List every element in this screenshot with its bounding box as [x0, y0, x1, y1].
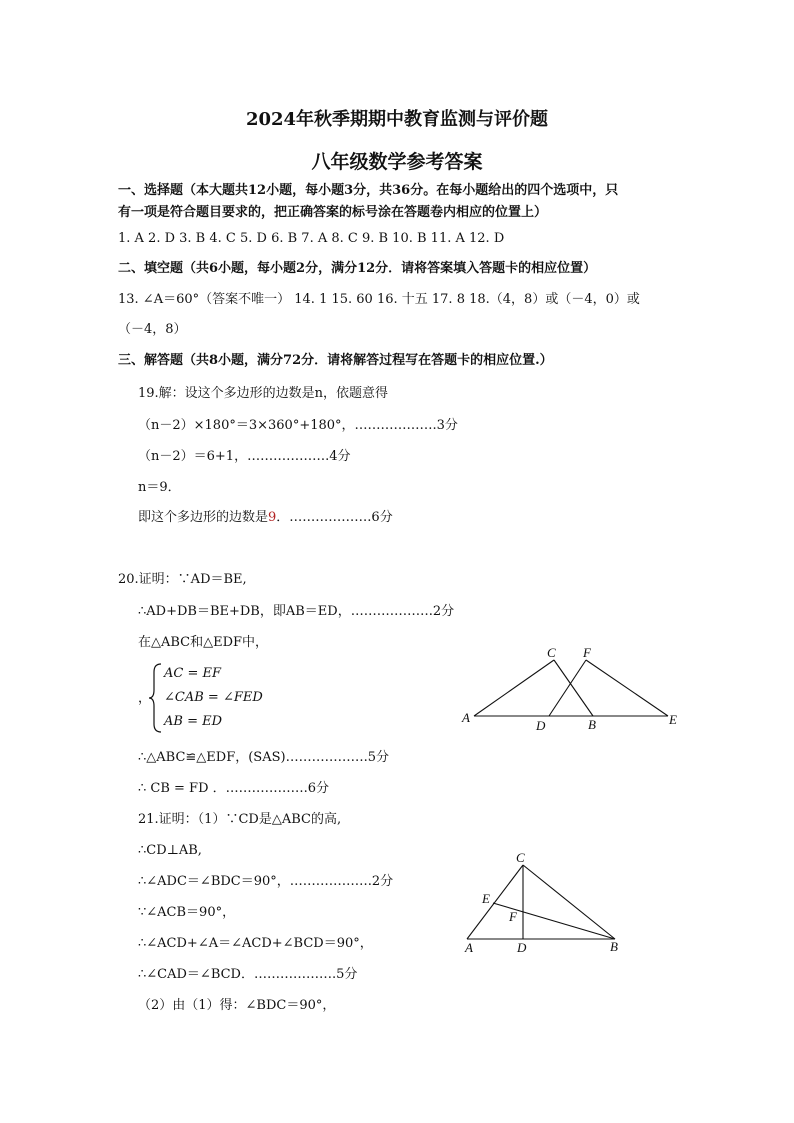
figure-triangles-abc-edf: [455, 640, 690, 735]
q20-line5: ∴ CB = FD ．……………….6分: [138, 781, 330, 796]
point-label-e: E: [482, 891, 490, 906]
q19-answer-value: 9: [268, 510, 277, 525]
section1-answers: 1. A 2. D 3. B 4. C 5. D 6. B 7. A 8. C 9. B 10. B 11. A 12. D: [118, 231, 505, 246]
q20-line3: 在△ABC和△EDF中，: [138, 635, 269, 650]
figure-right-triangle-abc: [455, 848, 635, 958]
q20-brace-prefix: ，: [138, 691, 152, 706]
point-label-a: A: [462, 710, 470, 725]
section2-answers-line1: 13. ∠A＝60°（答案不唯一） 14. 1 15. 60 16. 十五 17. 8 18.（4，8）或（－4，0）或: [118, 292, 640, 307]
q20-condition-1: AC = EF: [164, 666, 222, 681]
q19-line5: [138, 510, 393, 526]
segment-cb: [554, 660, 593, 716]
point-label-c: C: [516, 850, 525, 865]
section1-heading-line2: 有一项是符合题目要求的，把正确答案的标号涂在答题卷内相应的位置上）: [118, 205, 548, 220]
segment-cb: [523, 865, 615, 939]
page-title: 2024年秋季期期中教育监测与评价题: [245, 109, 549, 130]
q20-condition-2: ∠CAB = ∠FED: [164, 690, 263, 705]
q19-line3: （n－2）＝6+1，……………….4分: [138, 449, 351, 464]
section2-heading: 二、填空题（共6小题，每小题2分，满分12分．请将答案填入答题卡的相应位置）: [118, 261, 597, 276]
point-label-d: D: [536, 718, 546, 733]
point-label-e: E: [669, 712, 677, 727]
point-label-a: A: [465, 940, 473, 955]
segment-ac: [467, 865, 523, 939]
point-label-b: B: [588, 717, 596, 732]
point-label-b: B: [610, 939, 618, 954]
q21-line6: ∴∠CAD＝∠BCD．……………….5分: [138, 967, 358, 982]
point-label-d: D: [517, 940, 527, 955]
q21-line7: （2）由（1）得：∠BDC＝90°，: [138, 998, 336, 1013]
q21-line5: ∴∠ACD+∠A＝∠ACD+∠BCD＝90°，: [138, 936, 373, 951]
q20-line1: 20.证明：∵AD＝BE,: [118, 572, 247, 587]
segment-fe: [586, 660, 668, 716]
section3-heading: 三、解答题（共8小题，满分72分．请将解答过程写在答题卡的相应位置.）: [118, 353, 553, 368]
point-label-f: F: [509, 909, 517, 924]
q20-line2: ∴AD+DB＝BE+DB，即AB＝ED，……………….2分: [138, 604, 455, 619]
q20-condition-3: AB = ED: [164, 714, 223, 729]
q21-line1: 21.证明：（1）∵CD是△ABC的高,: [138, 812, 342, 827]
q19-line5-prefix: 即这个多边形的边数是: [138, 510, 269, 525]
section2-answers-line2: （－4，8）: [118, 322, 187, 337]
page-subtitle: 八年级数学参考答案: [311, 151, 483, 173]
q21-line4: ∵∠ACB＝90°，: [138, 905, 236, 920]
segment-df: [549, 660, 586, 716]
q21-line3: ∴∠ADC＝∠BDC＝90°，……………….2分: [138, 874, 394, 889]
segment-ac: [474, 660, 554, 716]
system-brace: [148, 662, 164, 734]
q20-line4: ∴△ABC≌△EDF，(SAS)……………….5分: [138, 750, 389, 765]
q19-line4: n＝9．: [138, 480, 181, 495]
section1-heading-line1: 一、选择题（本大题共12小题，每小题3分，共36分。在每小题给出的四个选项中，只: [118, 183, 619, 198]
point-label-c: C: [547, 645, 556, 660]
q21-line2: ∴CD⊥AB,: [138, 843, 202, 858]
point-label-f: F: [583, 645, 591, 660]
q19-line5-suffix: ．……………….6分: [276, 510, 393, 525]
q19-line2: （n－2）×180°＝3×360°+180°，……………….3分: [138, 418, 458, 433]
q19-line1: 19.解：设这个多边形的边数是n，依题意得: [138, 386, 389, 401]
